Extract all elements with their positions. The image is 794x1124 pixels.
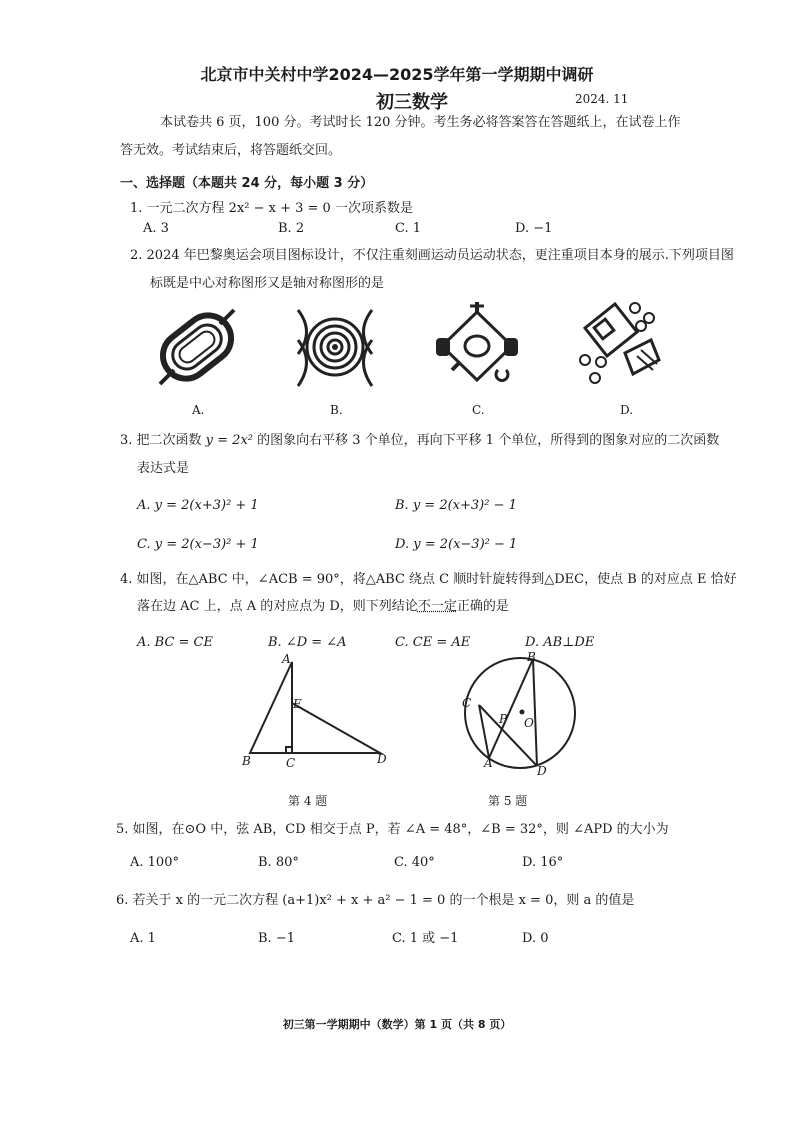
q5-option-c: C. 40° (394, 855, 435, 870)
q4-stem-line2 (137, 597, 509, 617)
q3-stem-part2: 的图象向右平移 3 个单位，再向下平移 1 个单位，所得到的图象对应的二次函数 (253, 433, 720, 448)
track-icon (150, 302, 245, 392)
fig5-label-c: C (462, 696, 472, 710)
q3-stem-part1: 3. 把二次函数 (120, 433, 206, 448)
subject-title: 初三数学 (376, 92, 448, 113)
dice-board-icon (575, 298, 670, 393)
q2-label-a: A. (192, 403, 205, 417)
q4-option-d: D. AB⊥DE (525, 635, 595, 650)
fig5-label-d: D (537, 764, 547, 778)
q6-stem: 6. 若关于 x 的一元二次方程 (a+1)x² + x + a² − 1 = 0 的一个根是 x = 0，则 a 的值是 (116, 893, 635, 908)
q4-emphasis: 不一定 (417, 599, 457, 614)
fig4-label-d: D (377, 752, 387, 766)
q5-option-b: B. 80° (258, 855, 299, 870)
instructions-line2: 答无效。考试结束后，将答题纸交回。 (120, 143, 342, 158)
fig5-label-b: B (527, 650, 536, 664)
q4-stem-part2: 正确的是 (456, 599, 509, 614)
fig5-label-p: P (499, 712, 508, 726)
fig4-label-c: C (286, 756, 296, 770)
q6-option-d: D. 0 (522, 931, 549, 946)
q2-label-c: C. (472, 403, 485, 417)
q4-option-c: C. CE = AE (395, 635, 471, 650)
fig5-label-o: O (524, 716, 534, 730)
target-icon (290, 302, 380, 392)
figure-5-circle (455, 650, 585, 780)
q3-option-b: B. y = 2(x+3)² − 1 (395, 498, 517, 513)
q2-stem-line2: 标既是中心对称图形又是轴对称图形的是 (150, 276, 385, 291)
q3-option-a: A. y = 2(x+3)² + 1 (137, 498, 259, 513)
q4-stem-part1: 落在边 AC 上，点 A 的对应点为 D，则下列结论 (137, 599, 418, 614)
q5-option-d: D. 16° (522, 855, 564, 870)
fig4-caption: 第 4 题 (288, 794, 328, 808)
q4-option-a: A. BC = CE (137, 635, 213, 650)
fig5-caption: 第 5 题 (488, 794, 528, 808)
q3-option-d: D. y = 2(x−3)² − 1 (395, 537, 518, 552)
q5-stem: 5. 如图，在⊙O 中，弦 AB，CD 相交于点 P，若 ∠A = 48°，∠B = 32°，则 ∠APD 的大小为 (116, 822, 669, 837)
q3-option-c: C. y = 2(x−3)² + 1 (137, 537, 259, 552)
exam-date: 2024. 11 (575, 92, 629, 106)
q2-label-d: D. (620, 403, 634, 417)
q6-option-b: B. −1 (258, 931, 295, 946)
fig5-label-a: A (484, 756, 493, 770)
instructions-line1: 本试卷共 6 页，100 分。考试时长 120 分钟。考生务必将答案答在答题纸上，在试卷上作 (160, 115, 681, 130)
section-heading: 一、选择题（本题共 24 分，每小题 3 分） (120, 176, 374, 191)
fig4-label-e: E (293, 697, 302, 711)
q4-stem-line1: 4. 如图，在△ABC 中，∠ACB = 90°，将△ABC 绕点 C 顺时针旋转得到△DEC，使点 B 的对应点 E 恰好 (120, 572, 737, 587)
q3-stem-line2: 表达式是 (137, 461, 190, 476)
q6-option-c: C. 1 或 −1 (392, 931, 459, 946)
q5-option-a: A. 100° (130, 855, 179, 870)
q2-label-b: B. (330, 403, 343, 417)
q1-option-b: B. 2 (278, 221, 305, 236)
q3-stem-line1 (120, 431, 719, 451)
combat-sport-icon (432, 300, 522, 392)
q3-function: y = 2x² (205, 433, 253, 448)
page-footer: 初三第一学期期中（数学）第 1 页（共 8 页） (282, 1018, 512, 1031)
q1-stem: 1. 一元二次方程 2x² − x + 3 = 0 一次项系数是 (130, 201, 413, 216)
fig4-label-b: B (242, 754, 251, 768)
q1-option-d: D. −1 (515, 221, 553, 236)
q6-option-a: A. 1 (130, 931, 156, 946)
exam-title: 北京市中关村中学2024—2025学年第一学期期中调研 (200, 65, 594, 84)
q4-option-b: B. ∠D = ∠A (268, 635, 347, 650)
q1-option-a: A. 3 (143, 221, 169, 236)
q1-option-c: C. 1 (395, 221, 422, 236)
q2-stem-line1: 2. 2024 年巴黎奥运会项目图标设计，不仅注重刻画运动员运动状态，更注重项目本身的展示.下列项目图 (130, 248, 734, 263)
fig4-label-a: A (282, 652, 291, 666)
